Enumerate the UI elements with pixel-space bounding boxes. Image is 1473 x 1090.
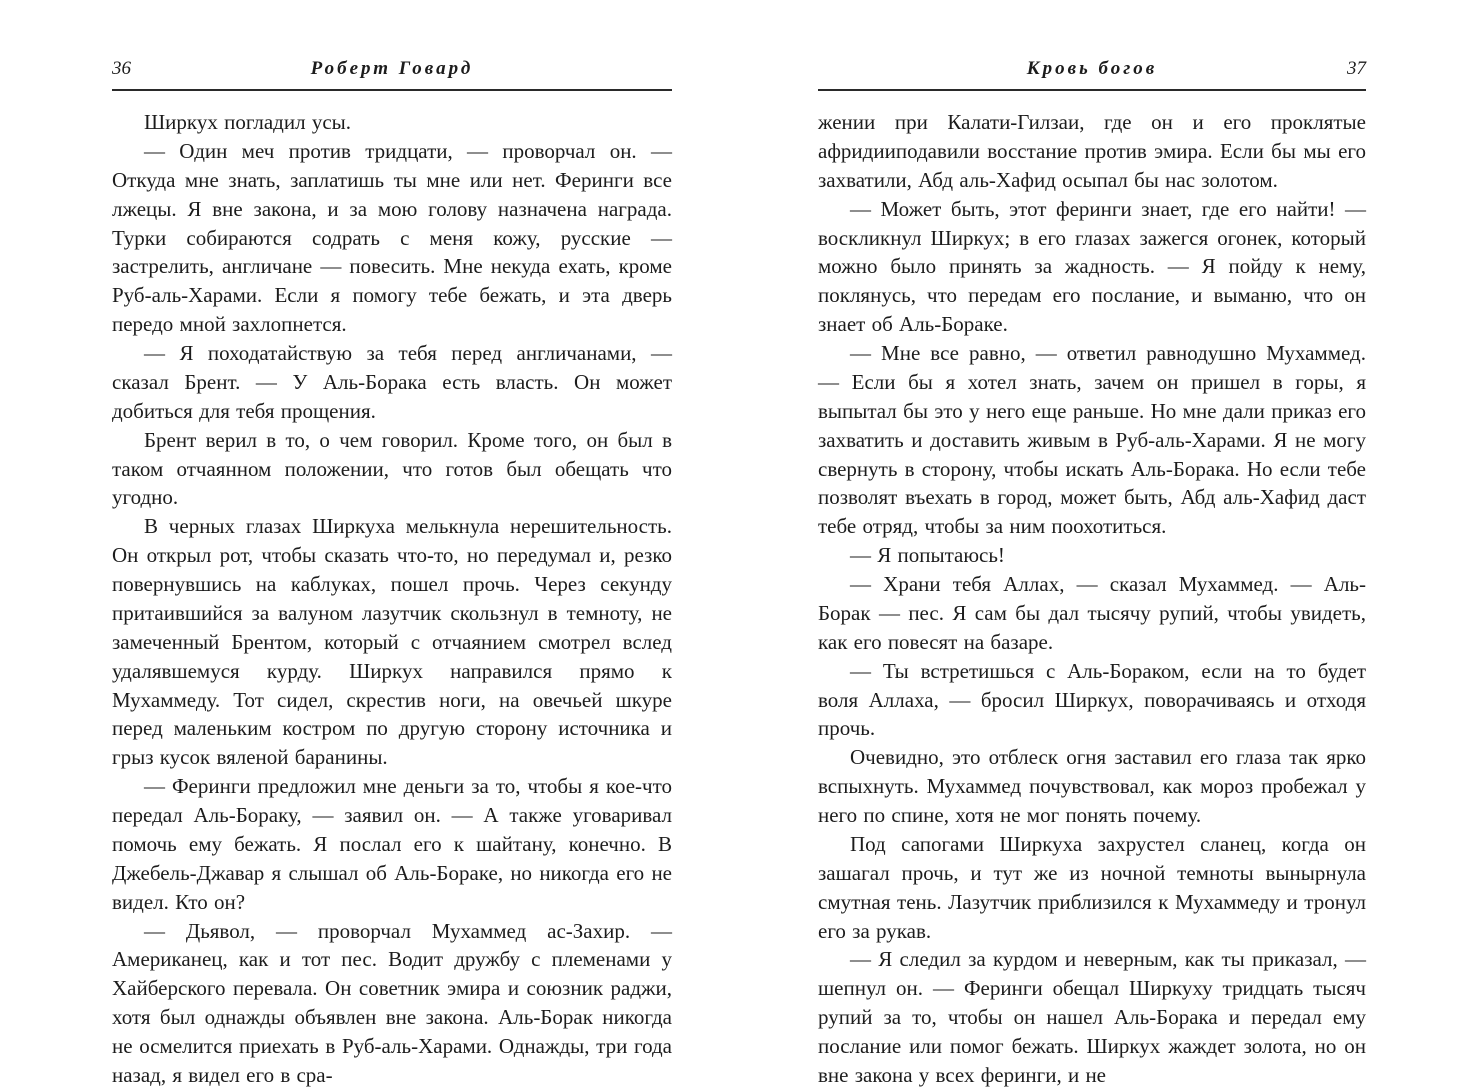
paragraph: — Храни тебя Аллах, — сказал Мухаммед. — Аль-Борак — пес. Я сам бы дал тысячу рупий, чтобы увидеть, как его повесят на базаре. xyxy=(818,572,1366,654)
page-36 xyxy=(112,58,672,1090)
paragraph: — Дьявол, — проворчал Мухаммед ас-Захир. — Американец, как и тот пес. Водит дружбу с племенами у Хайберского перевала. Он советник эмира и союзник раджи, хотя был однажды объявлен вне закона. Аль-Борак никогда не осмелится приехать в Руб-аль-Харами. Однажды, три года назад, я видел его в сра- xyxy=(112,918,672,1087)
page-body-right xyxy=(818,108,1366,1090)
page-header-left xyxy=(112,58,672,91)
paragraph: — Ты встретишься с Аль-Бораком, если на то будет воля Аллаха, — бросил Ширкух, поворачиваясь и отходя прочь. xyxy=(818,658,1366,741)
running-title: Кровь богов xyxy=(1026,58,1158,79)
paragraph: — Может быть, этот феринги знает, где его найти! — воскликнул Ширкух; в его глазах зажегся огонек, который можно было принять за жадность. — Я пойду к нему, поклянусь, что передам его послание, и выманю, что он знает об Аль-Бораке. xyxy=(818,196,1366,337)
paragraph: — Мне все равно, — ответил равнодушно Мухаммед. — Если бы я хотел знать, зачем он пришел в горы, я выпытал бы это у него еще раньше. Но мне дали приказ его захватить и доставить живым в Руб-аль-Харами. Я не могу свернуть в сторону, чтобы искать Аль-Борака. Но если тебе позволят въехать в город, может быть, Абд аль-Хафид даст тебе отряд, чтобы за ним поохотиться. xyxy=(818,341,1366,539)
page-header-right xyxy=(818,58,1366,91)
paragraph: — Я следил за курдом и неверным, как ты приказал, — шепнул он. — Феринги обещал Ширкуху тридцать тысяч рупий за то, чтобы он нашел Аль-Борака и передал ему послание или помог бежать. Ширкух жаждет золота, но он вне закона у всех феринги, и не xyxy=(818,947,1366,1087)
paragraph: Ширкух погладил усы. xyxy=(144,110,351,134)
page-body-left xyxy=(112,108,672,1090)
running-title: Роберт Говард xyxy=(310,58,474,79)
paragraph: Под сапогами Ширкуха захрустел сланец, когда он зашагал прочь, и тут же из ночной темноты вынырнула смутная тень. Лазутчик приблизился к Мухаммеду и тронул его за рукав. xyxy=(818,831,1366,943)
paragraph: В черных глазах Ширкуха мелькнула нерешительность. Он открыл рот, чтобы сказать что-то, но передумал и, резко повернувшись на каблуках, пошел прочь. Через секунду притаившийся за валуном лазутчик скользнул в темноту, не замеченный Брентом, который с отчаянием смотрел вслед удалявшемуся курду. Ширкух направился прямо к Мухаммеду. Тот сидел, скрестив ноги, на овечьей шкуре перед маленьким костром по другую сторону источника и грыз кусок вяленой баранины. xyxy=(112,514,672,770)
paragraph: — Феринги предложил мне деньги за то, чтобы я кое-что передал Аль-Бораку, — заявил он. — А также уговаривал помочь ему бежать. Я послал его к шайтану, конечно. В Джебель-Джавар я слышал об Аль-Бораке, но никогда его не видел. Кто он? xyxy=(112,774,672,914)
page-number: 37 xyxy=(1347,58,1366,79)
paragraph: — Один меч против тридцати, — проворчал он. — Откуда мне знать, заплатишь ты мне или нет. Феринги все лжецы. Я вне закона, и за мою голову назначена награда. Турки собираются содрать с меня кожу, русские — застрелить, англичане — повесить. Мне некуда ехать, кроме Руб-аль-Харами. Если я помогу тебе бежать, и эта дверь передо мной захлопнется. xyxy=(112,138,672,337)
paragraph: Очевидно, это отблеск огня заставил его глаза так ярко вспыхнуть. Мухаммед почувствовал, как мороз пробежал у него по спине, хотя не мог понять почему. xyxy=(818,745,1366,827)
page-37 xyxy=(818,58,1366,1090)
page-number: 36 xyxy=(112,58,131,79)
paragraph: жении при Калати-Гилзаи, где он и его проклятые афридииподавили восстание против эмира. Если бы мы его захватили, Абд аль-Хафид осыпал бы нас золотом. xyxy=(818,110,1366,192)
paragraph: — Я походатайствую за тебя перед англичанами, — сказал Брент. — У Аль-Борака есть власть. Он может добиться для тебя прощения. xyxy=(112,341,672,423)
paragraph: — Я попытаюсь! xyxy=(850,543,1005,568)
paragraph: Брент верил в то, о чем говорил. Кроме того, он был в таком отчаянном положении, что готов был обещать что угодно. xyxy=(112,427,672,510)
